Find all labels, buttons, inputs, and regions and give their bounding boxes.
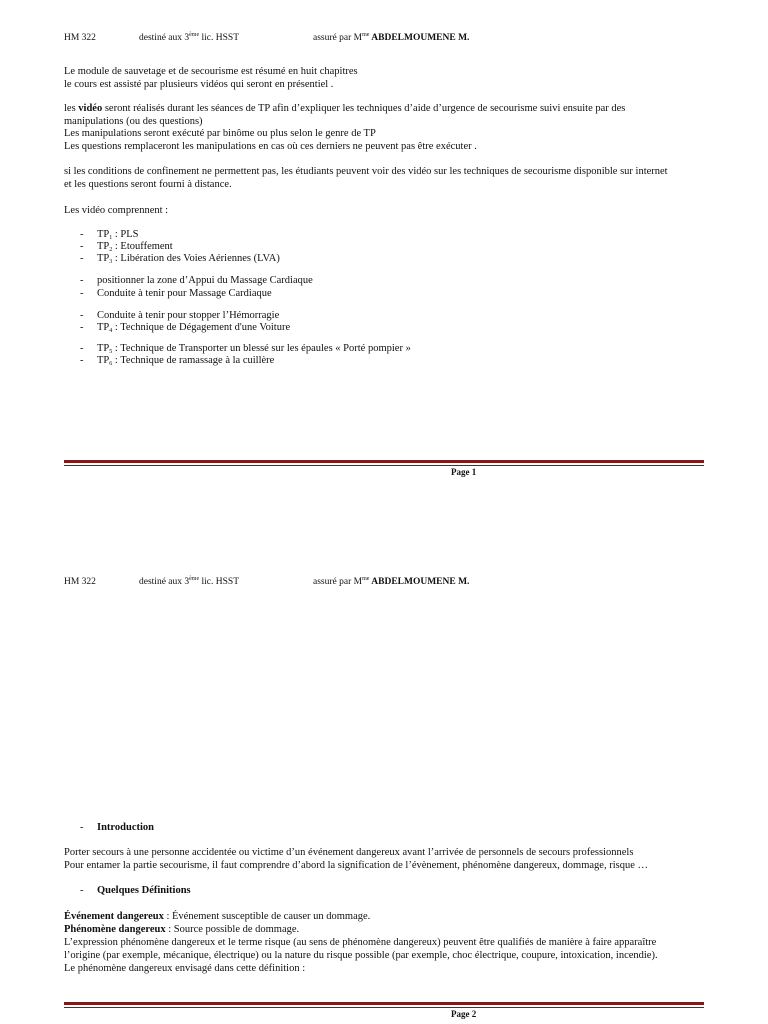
intro-line-1: Le module de sauvetage et de secourisme est résumé en huit chapitres bbox=[64, 66, 358, 77]
list-item: - $TP_2$ : Etouffement bbox=[80, 241, 173, 253]
audience: destiné aux 3ème lic. HSST bbox=[139, 576, 239, 587]
intro-text-line-2: Pour entamer la partie secourisme, il faut comprendre d’abord la signification de l’évènement, phénomène dangereux, dommage, risque … bbox=[64, 860, 649, 871]
course-code: HM 322 bbox=[64, 33, 96, 43]
list-item: - positionner la zone d’Appui du Massage Cardiaque bbox=[80, 275, 313, 286]
list-item: - $TP_4$ : Technique de Dégagement d'une Voiture bbox=[80, 322, 291, 334]
page-number: Page 1 bbox=[451, 467, 477, 477]
video-paragraph-line-2: manipulations (ou des questions) bbox=[64, 116, 203, 127]
list-item: - $TP_1$ : PLS bbox=[80, 229, 139, 241]
definition-evenement: Événement dangereux : Événement susceptible de causer un dommage. bbox=[64, 911, 371, 922]
questions-line: Les questions remplaceront les manipulations en cas où ces derniers ne peuvent pas être exécuter . bbox=[64, 141, 477, 152]
intro-line-2: le cours est assisté par plusieurs vidéos qui seront en présentiel . bbox=[64, 79, 334, 90]
definition-phenomene: Phénomène dangereux : Source possible de dommage. bbox=[64, 924, 300, 935]
expression-line-2: l’origine (par exemple, mécanique, électrique) ou la nature du risque possible (par exemple, choc électrique, coupure, intoxication, incendie). bbox=[64, 950, 658, 961]
audience: destiné aux 3ème lic. HSST bbox=[139, 32, 239, 43]
expression-line-1: L’expression phénomène dangereux et le terme risque (au sens de phénomène dangereux) peuvent être qualifiés de manière à faire apparaître bbox=[64, 937, 657, 948]
video-paragraph-line-1: les vidéo seront réalisés durant les séances de TP afin d’expliquer les techniques d’aide d’urgence de secourisme suivi ensuite par des bbox=[64, 103, 626, 114]
confinement-line-2: et les questions seront fourni à distance. bbox=[64, 179, 232, 190]
introduction-heading: - Introduction bbox=[80, 822, 154, 833]
page-number: Page 2 bbox=[451, 1009, 477, 1019]
list-item: - $TP_6$ : Technique de ramassage à la cuillère bbox=[80, 355, 275, 367]
list-item: - Conduite à tenir pour stopper l’Hémorragie bbox=[80, 310, 280, 321]
footer-rule bbox=[64, 460, 704, 466]
confinement-line-1: si les conditions de confinement ne permettent pas, les étudiants peuvent voir des vidéo sur les techniques de secourisme disponible sur internet bbox=[64, 166, 668, 177]
instructor: assuré par $M^{me}$ ABDELMOUMENE M. bbox=[313, 576, 470, 587]
intro-text-line-1: Porter secours à une personne accidentée ou victime d’un événement dangereux avant l’arrivée de personnels de secours professionnels bbox=[64, 847, 634, 858]
list-item: - Conduite à tenir pour Massage Cardiaque bbox=[80, 288, 272, 299]
instructor: assuré par $M^{me}$ ABDELMOUMENE M. bbox=[313, 32, 470, 43]
definitions-heading: - Quelques Définitions bbox=[80, 885, 191, 896]
footer-rule bbox=[64, 1002, 704, 1008]
expression-line-3: Le phénomène dangereux envisagé dans cette définition : bbox=[64, 963, 306, 974]
course-code: HM 322 bbox=[64, 577, 96, 587]
manipulations-line: Les manipulations seront exécuté par binôme ou plus selon le genre de TP bbox=[64, 128, 376, 139]
list-item: - $TP_5$ : Technique de Transporter un blessé sur les épaules « Porté pompier » bbox=[80, 343, 411, 355]
videos-intro: Les vidéo comprennent : bbox=[64, 205, 169, 216]
list-item: - $TP_3$ : Libération des Voies Aériennes (LVA) bbox=[80, 253, 280, 265]
